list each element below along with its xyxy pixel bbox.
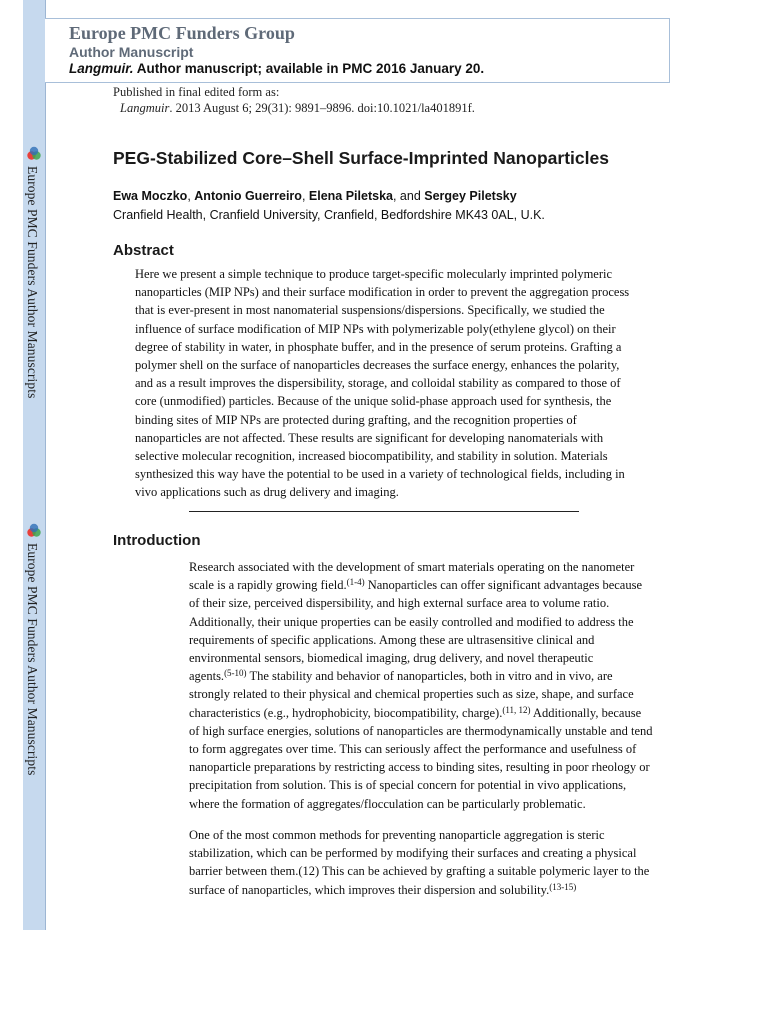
- author-name: Sergey Piletsky: [424, 189, 517, 203]
- availability-text: Author manuscript; available in PMC 2016 January 20.: [133, 61, 485, 76]
- abstract-heading: Abstract: [113, 242, 174, 259]
- paragraph-line: surface of nanoparticles, which improves their dispersion and solubility.$^{(13-15)}$: [189, 881, 577, 897]
- abstract-line: core (unmodified) particles. Because of the unique solid-phase approach used for synthesis, the: [135, 394, 612, 409]
- abstract-line: polymer shell on the surface of nanoparticles decreases the surface energy, enhances the polarity,: [135, 358, 620, 373]
- availability-line: [69, 61, 484, 76]
- paragraph-line: stabilization, which can be performed by modifying their surfaces and creating a physical: [189, 846, 637, 861]
- manuscript-header: [45, 18, 670, 83]
- abstract-line: selective molecular recognition, increased biocompatibility, and stability in solution. Materials: [135, 449, 608, 464]
- section-divider: [189, 511, 579, 512]
- author-affiliation: Cranfield Health, Cranfield University, Cranfield, Bedfordshire MK43 0AL, U.K.: [113, 208, 545, 222]
- paragraph-line: nanoparticle preparations by restricting access to binding sites, resulting in poor rheology or: [189, 760, 650, 775]
- journal-name: Langmuir.: [69, 61, 134, 76]
- citation-ref: (1-4): [346, 577, 365, 588]
- abstract-line: degree of stability in water, in phosphate buffer, and in the presence of serum proteins. Grafting a: [135, 339, 622, 354]
- paragraph-line: barrier between them.(12) This can be achieved by grafting a suitable polymeric layer to the: [189, 864, 650, 879]
- paragraph-line: strongly related to their physical and chemical properties such as size, shape, and surface: [189, 687, 634, 702]
- abstract-line: binding sites of MIP NPs are protected during grafting, and the recognition properties of: [135, 412, 577, 427]
- sidebar-label-text: Europe PMC Funders Author Manuscripts: [25, 166, 40, 399]
- paragraph-line: Research associated with the development of smart materials operating on the nanometer: [189, 560, 635, 574]
- sidebar-label-text: Europe PMC Funders Author Manuscripts: [25, 543, 40, 776]
- paragraph-line: environmental sensors, biomedical imaging, drug delivery, and novel therapeutic: [189, 651, 594, 666]
- author-manuscript-label: Author Manuscript: [69, 44, 194, 60]
- paragraph-line: characteristics (e.g., hydrophobicity, biocompatibility, charge).$^{(11, 12)}$ Additionally, because: [189, 704, 642, 720]
- paragraph-line: Additionally, their unique properties can be easily controlled and modified to address the: [189, 614, 634, 629]
- publication-citation: [120, 101, 475, 116]
- abstract-line: nanoparticles (MIP NPs) and their surface modification in order to prevent the aggregation process: [135, 285, 630, 300]
- paragraph-line: requirements of specific applications. Among these are ultrasensitive clinical and: [189, 632, 595, 647]
- abstract-line: nanoparticles are not affected. These results are significant for developing nanomaterials with: [135, 430, 604, 445]
- paragraph-line: scale is a rapidly growing field.$^{(1-4)}$ Nanoparticles can offer significant advantages because: [189, 577, 643, 593]
- citation-ref: (5-10): [224, 668, 247, 679]
- funders-group-name: Europe PMC Funders Group: [69, 23, 295, 43]
- abstract-line: and as a result improves the dispersibility, storage, and colloidal stability as compared to those of: [135, 376, 621, 391]
- paragraph-line: of their size, perceived dispersibility, and high external surface area to volume ratio.: [189, 596, 610, 611]
- author-name: Ewa Moczko: [113, 189, 188, 203]
- paragraph-line: precipitation from solution. This is of special concern for potential in vivo applications,: [189, 778, 627, 793]
- citation-ref: (13-15): [549, 881, 577, 892]
- abstract-line: synthesized this way have the potential to be used in a variety of technological fields, including in: [135, 467, 625, 482]
- abstract-body: [135, 265, 635, 502]
- introduction-paragraph: [189, 826, 664, 899]
- abstract-line: influence of surface modification of MIP NPs with polymerizable poly(ethylene glycol) on their: [135, 321, 616, 336]
- abstract-line: Here we present a simple technique to produce target-specific molecularly imprinted polymeric: [135, 267, 613, 281]
- europe-pmc-logo-icon: [26, 146, 42, 162]
- paragraph-line: of high surface energies, solutions of nanoparticles are thermodynamically unstable and tend: [189, 723, 653, 738]
- author-name: Elena Piletska: [308, 189, 393, 203]
- abstract-line: that is ever-present in most nanomaterial suspensions/dispersions. Specifically, we studied the: [135, 303, 605, 318]
- paragraph-line: where the formation of aggregates/flocculation can be particularly problematic.: [189, 796, 586, 811]
- introduction-heading: Introduction: [113, 532, 201, 549]
- citation-details: . 2013 August 6; 29(31): 9891–9896. doi:10.1021/la401891f.: [169, 101, 475, 115]
- published-form-label: Published in final edited form as:: [113, 85, 280, 99]
- europe-pmc-logo-icon: [26, 523, 42, 539]
- author-list: Ewa Moczko, Antonio Guerreiro, Elena Piletska, and Sergey Piletsky: [113, 189, 517, 203]
- sidebar-label-top: [21, 146, 47, 436]
- citation-ref: (11, 12): [502, 704, 531, 715]
- abstract-line: vivo applications such as drug delivery and imaging.: [135, 485, 399, 500]
- sidebar-label-bottom: [21, 523, 47, 813]
- citation-journal: Langmuir: [120, 101, 170, 115]
- paragraph-line: to form aggregates over time. This can seriously affect the performance and usefulness of: [189, 742, 637, 757]
- paragraph-line: agents.$^{(5-10)}$ The stability and behavior of nanoparticles, both in vitro and in vivo, are: [189, 668, 613, 684]
- paragraph-line: One of the most common methods for preventing nanoparticle aggregation is steric: [189, 828, 605, 842]
- author-name: Antonio Guerreiro: [194, 189, 302, 203]
- introduction-paragraph: [189, 558, 664, 813]
- article-title: PEG-Stabilized Core–Shell Surface-Imprinted Nanoparticles: [113, 148, 609, 168]
